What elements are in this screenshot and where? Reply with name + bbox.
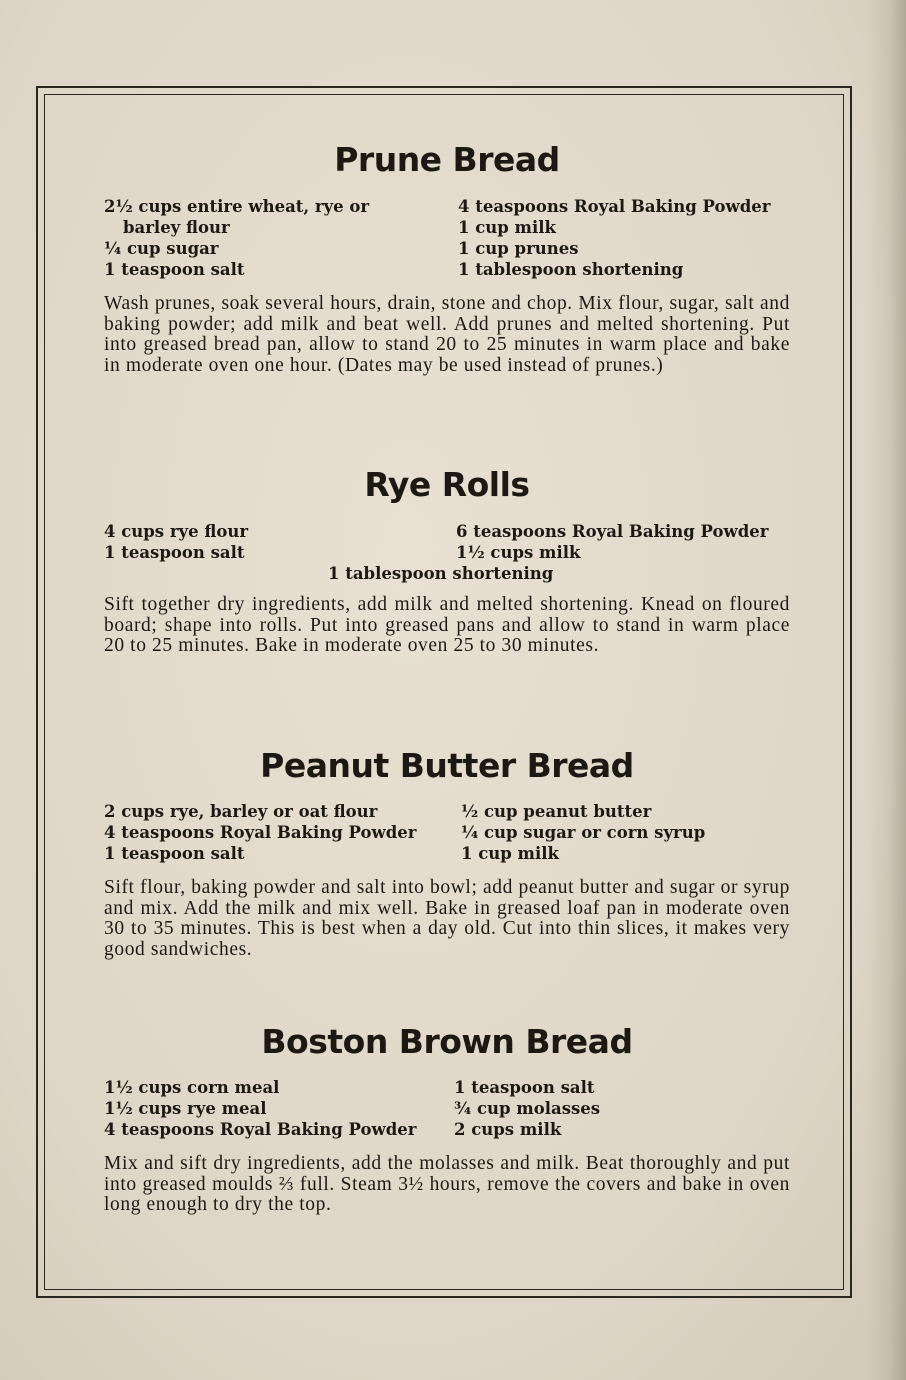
ingredient-column-right xyxy=(458,196,770,280)
ingredient-item: 1 teaspoon salt xyxy=(104,844,245,863)
recipe-title: Boston Brown Bread xyxy=(261,1022,633,1061)
ingredient-item: 1 teaspoon salt xyxy=(454,1078,595,1097)
recipe-peanut-butter-bread xyxy=(104,746,790,960)
ingredient-item: 1 cup milk xyxy=(458,218,556,237)
page-edge-shadow xyxy=(866,0,906,1380)
ingredient-column-left xyxy=(104,196,369,280)
ingredient-item: 2 cups milk xyxy=(454,1120,562,1139)
ingredient-column-left xyxy=(104,521,248,563)
ingredient-column-right xyxy=(461,801,705,864)
ingredient-item: 1 teaspoon salt xyxy=(104,260,245,279)
ingredient-item: 2 cups rye, barley or oat flour xyxy=(104,802,378,821)
ingredient-item: ½ cup peanut butter xyxy=(461,802,652,821)
ingredient-item: 1 cup milk xyxy=(461,844,559,863)
ingredient-list xyxy=(104,196,790,282)
recipe-method: Sift flour, baking powder and salt into bowl; add peanut butter and sugar or syrup and mix. Add the milk and mix well. Bake in greased loaf pan in moderate oven 30 to 35 minutes. This is best when a day old. Cut into thin slices, it makes very good sandwiches. xyxy=(104,877,790,960)
ingredient-column-left xyxy=(104,1077,416,1140)
ingredient-column-left xyxy=(104,801,416,864)
ingredient-item: 1 teaspoon salt xyxy=(104,543,245,562)
recipe-method: Wash prunes, soak several hours, drain, stone and chop. Mix flour, sugar, salt and baking powder; add milk and beat well. Add prunes and melted shortening. Put into greased bread pan, allow to stand 20 to 25 minutes in warm place and bake in moderate oven one hour. (Dates may be used instead of prunes.) xyxy=(104,293,790,376)
ingredient-item: ¼ cup sugar or corn syrup xyxy=(461,823,706,842)
recipe-title: Prune Bread xyxy=(334,140,560,179)
recipe-title: Peanut Butter Bread xyxy=(260,746,634,785)
ingredient-list xyxy=(104,521,790,585)
ingredient-item: 1 cup prunes xyxy=(458,239,579,258)
recipe-boston-brown-bread xyxy=(104,1022,790,1216)
ingredient-list xyxy=(104,1077,790,1141)
ingredient-item: ¾ cup molasses xyxy=(454,1099,601,1118)
ingredient-column-right xyxy=(456,521,768,563)
recipe-title: Rye Rolls xyxy=(364,465,530,504)
recipe-prune-bread xyxy=(104,140,790,376)
ingredient-item: ¼ cup sugar xyxy=(104,239,219,258)
ingredient-item: 4 teaspoons Royal Baking Powder xyxy=(104,823,417,842)
recipe-rye-rolls xyxy=(104,465,790,657)
ingredient-item: 1 tablespoon shortening xyxy=(458,260,684,279)
ingredient-column-right xyxy=(454,1077,600,1140)
ingredient-item: 4 cups rye flour xyxy=(104,522,249,541)
ingredient-item: barley flour xyxy=(123,218,230,237)
ingredient-item: 1½ cups corn meal xyxy=(104,1078,280,1097)
ingredient-item: 6 teaspoons Royal Baking Powder xyxy=(456,522,769,541)
recipe-method: Mix and sift dry ingredients, add the molasses and milk. Beat thoroughly and put into greased moulds ⅔ full. Steam 3½ hours, remove the covers and bake in oven long enough to dry the top. xyxy=(104,1153,790,1215)
ingredient-item: 4 teaspoons Royal Baking Powder xyxy=(458,197,771,216)
ingredient-item: 1½ cups milk xyxy=(456,543,581,562)
ingredient-item: 2½ cups entire wheat, rye or xyxy=(104,197,370,216)
ingredient-item: 4 teaspoons Royal Baking Powder xyxy=(104,1120,417,1139)
recipe-method: Sift together dry ingredients, add milk and melted shortening. Knead on floured board; shape into rolls. Put into greased pans and allow to stand in warm place 20 to 25 minutes. Bake in moderate oven 25 to 30 minutes. xyxy=(104,594,790,656)
ingredient-list xyxy=(104,801,790,865)
ingredient-item: 1½ cups rye meal xyxy=(104,1099,267,1118)
ingredient-item: 1 tablespoon shortening xyxy=(328,564,554,583)
